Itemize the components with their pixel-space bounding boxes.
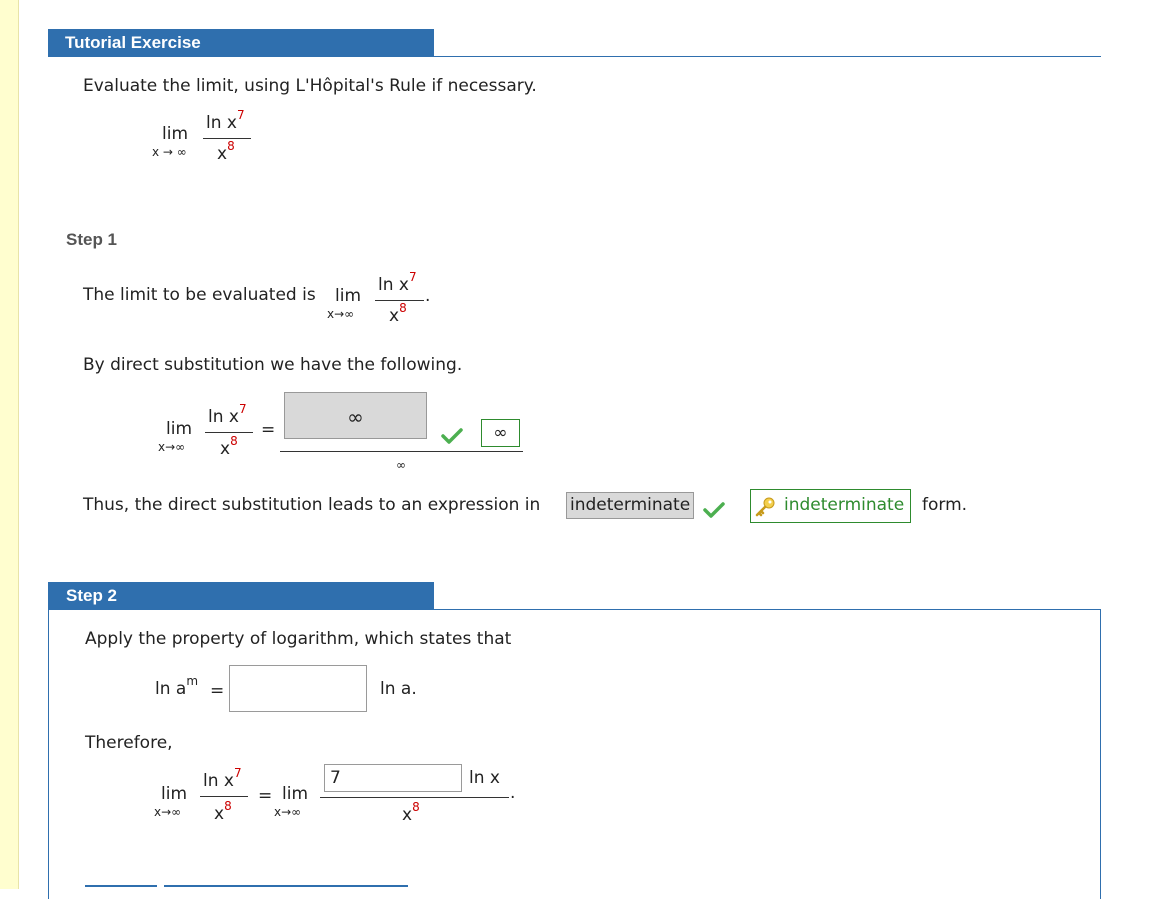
s2-lim-right: lim	[282, 784, 309, 804]
left-margin-strip	[0, 0, 19, 889]
s2-rhs-denominator	[402, 800, 420, 825]
sub-lim: lim	[166, 419, 193, 439]
sub-lim-sub: x→∞	[158, 440, 186, 454]
s2-den-exp: 8	[224, 799, 232, 813]
property-ln-a: ln a.	[380, 679, 417, 699]
problem-instruction: Evaluate the limit, using L'Hôpital's Rule if necessary.	[83, 76, 537, 96]
coefficient-input-value: 7	[330, 768, 341, 788]
s2-lim-left: lim	[161, 784, 188, 804]
step1-intro: The limit to be evaluated is	[83, 285, 316, 305]
tutorial-title: Tutorial Exercise	[65, 33, 201, 52]
problem-num-exp: 7	[236, 108, 245, 122]
s2-rhs-den-exp: 8	[412, 800, 420, 814]
substitution-text: By direct substitution we have the following.	[83, 355, 463, 375]
s2-rhs-numerator: ln x	[469, 768, 500, 788]
step1-period: .	[425, 286, 431, 306]
form-input[interactable]	[566, 492, 694, 519]
step1-num-exp: 7	[408, 270, 417, 284]
step1-den-exp: 8	[399, 301, 407, 315]
s2-equals: =	[258, 786, 273, 806]
sub-den-base: x	[220, 439, 231, 459]
coefficient-input[interactable]	[324, 764, 462, 792]
problem-num-base: ln x	[206, 113, 237, 133]
s2-lim-right-sub: x→∞	[274, 805, 302, 819]
problem-lim-sub: x → ∞	[152, 145, 187, 159]
thus-text: Thus, the direct substitution leads to an expression in	[83, 495, 541, 515]
key-icon	[754, 496, 776, 518]
therefore-text: Therefore,	[85, 733, 173, 753]
problem-den-base: x	[217, 144, 228, 164]
property-text: Apply the property of logarithm, which states that	[85, 629, 512, 649]
step1-lim-sub: x→∞	[327, 307, 355, 321]
s2-lim-left-sub: x→∞	[154, 805, 182, 819]
step2-header	[48, 582, 434, 610]
step2-label: Step 2	[66, 586, 118, 605]
sub-num-exp: 7	[238, 402, 247, 416]
ln-a-exp: m	[186, 674, 199, 688]
problem-den-exp: 8	[227, 139, 235, 153]
header-rule	[48, 56, 1101, 57]
ln-a-m	[155, 674, 199, 699]
s2-numerator	[203, 766, 242, 791]
check-icon	[703, 502, 725, 518]
s2-denominator	[214, 799, 232, 824]
numerator-answer	[481, 419, 520, 447]
numerator-input[interactable]	[284, 392, 427, 439]
tutorial-header	[48, 29, 434, 57]
s2-period: .	[510, 783, 516, 803]
s2-rhs-den-base: x	[402, 805, 413, 825]
step1-denominator	[389, 301, 407, 326]
s2-num-exp: 7	[233, 766, 242, 780]
submit-button[interactable]	[85, 885, 157, 897]
problem-numerator	[206, 108, 245, 133]
step1-den-base: x	[389, 306, 400, 326]
problem-lim: lim	[162, 124, 189, 144]
step1-num-base: ln x	[378, 275, 409, 295]
s2-fraction-bar	[200, 796, 248, 797]
sub-fraction-bar	[205, 432, 253, 433]
form-answer-value: indeterminate	[784, 495, 905, 515]
check-icon	[441, 428, 463, 444]
sub-denominator	[220, 434, 238, 459]
ln-a-base: ln a	[155, 679, 187, 699]
numerator-answer-value: ∞	[493, 423, 508, 443]
form-input-value: indeterminate	[570, 495, 691, 515]
sub-equals: =	[261, 420, 276, 440]
s2-den-base: x	[214, 804, 225, 824]
problem-denominator	[217, 139, 235, 164]
form-answer	[750, 489, 911, 523]
sub-denominator-value: ∞	[396, 458, 406, 472]
step1-label: Step 1	[66, 230, 118, 249]
s2-num-base: ln x	[203, 771, 234, 791]
step1-lim: lim	[335, 286, 362, 306]
step1-numerator	[378, 270, 417, 295]
sub-den-exp: 8	[230, 434, 238, 448]
sub-rhs-fraction-bar	[280, 451, 523, 452]
step2-panel	[48, 609, 1101, 899]
sub-num-base: ln x	[208, 407, 239, 427]
form-suffix: form.	[922, 495, 968, 515]
property-equals: =	[210, 681, 225, 701]
skip-button[interactable]	[164, 885, 408, 897]
numerator-input-value: ∞	[347, 405, 364, 429]
sub-numerator	[208, 402, 247, 427]
s2-rhs-fraction-bar	[320, 797, 509, 798]
property-blank-input[interactable]	[229, 665, 367, 712]
